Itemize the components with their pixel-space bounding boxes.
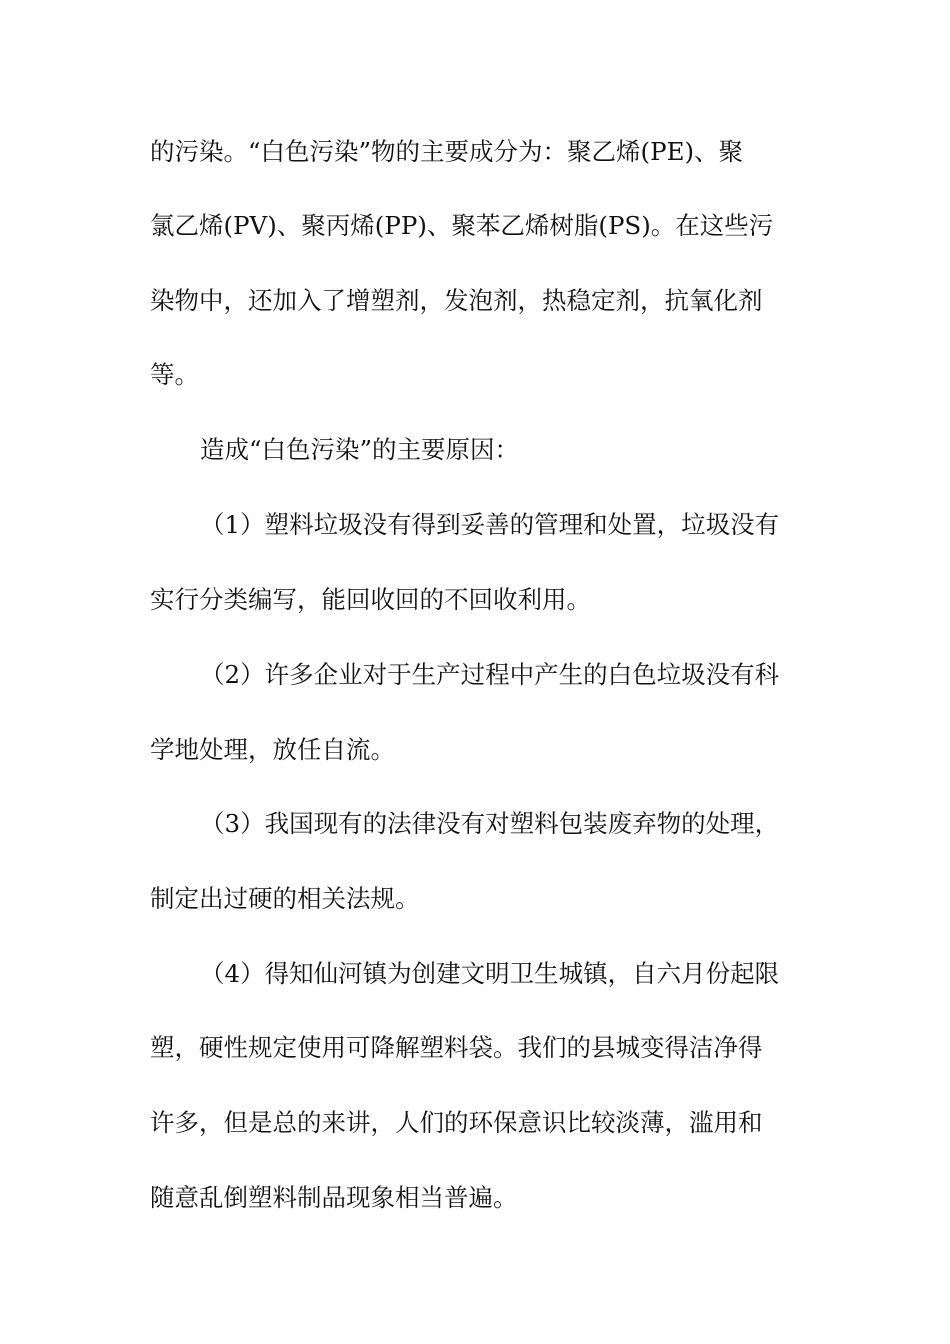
list-item-2-line-1: （2）许多企业对于生产过程中产生的白色垃圾没有科 — [200, 660, 780, 689]
list-item-4-line-3: 许多，但是总的来讲，人们的环保意识比较淡薄，滥用和 — [150, 1108, 763, 1137]
text-line-1: 的污染。“白色污染”物的主要成分为：聚乙烯(PE)、聚 — [150, 137, 744, 166]
list-item-3-line-2: 制定出过硬的相关法规。 — [150, 884, 420, 913]
list-item-1-line-1: （1）塑料垃圾没有得到妥善的管理和处置，垃圾没有 — [200, 510, 780, 539]
text-line-4: 等。 — [150, 360, 199, 389]
list-item-1-line-2: 实行分类编写，能回收回的不回收利用。 — [150, 585, 591, 614]
list-item-3-line-1: （3）我国现有的法律没有对塑料包装废弃物的处理， — [200, 809, 780, 838]
section-heading: 造成“白色污染”的主要原因： — [200, 435, 520, 464]
text-line-3: 染物中，还加入了增塑剂，发泡剂，热稳定剂，抗氧化剂 — [150, 286, 763, 315]
list-item-4-line-2: 塑，硬性规定使用可降解塑料袋。我们的县城变得洁净得 — [150, 1033, 763, 1062]
list-item-2-line-2: 学地处理，放任自流。 — [150, 735, 395, 764]
list-item-4-line-4: 随意乱倒塑料制品现象相当普遍。 — [150, 1183, 518, 1212]
text-line-2: 氯乙烯(PV)、聚丙烯(PP)、聚苯乙烯树脂(PS)。在这些污 — [150, 211, 774, 240]
list-item-4-line-1: （4）得知仙河镇为创建文明卫生城镇，自六月份起限 — [200, 959, 780, 988]
